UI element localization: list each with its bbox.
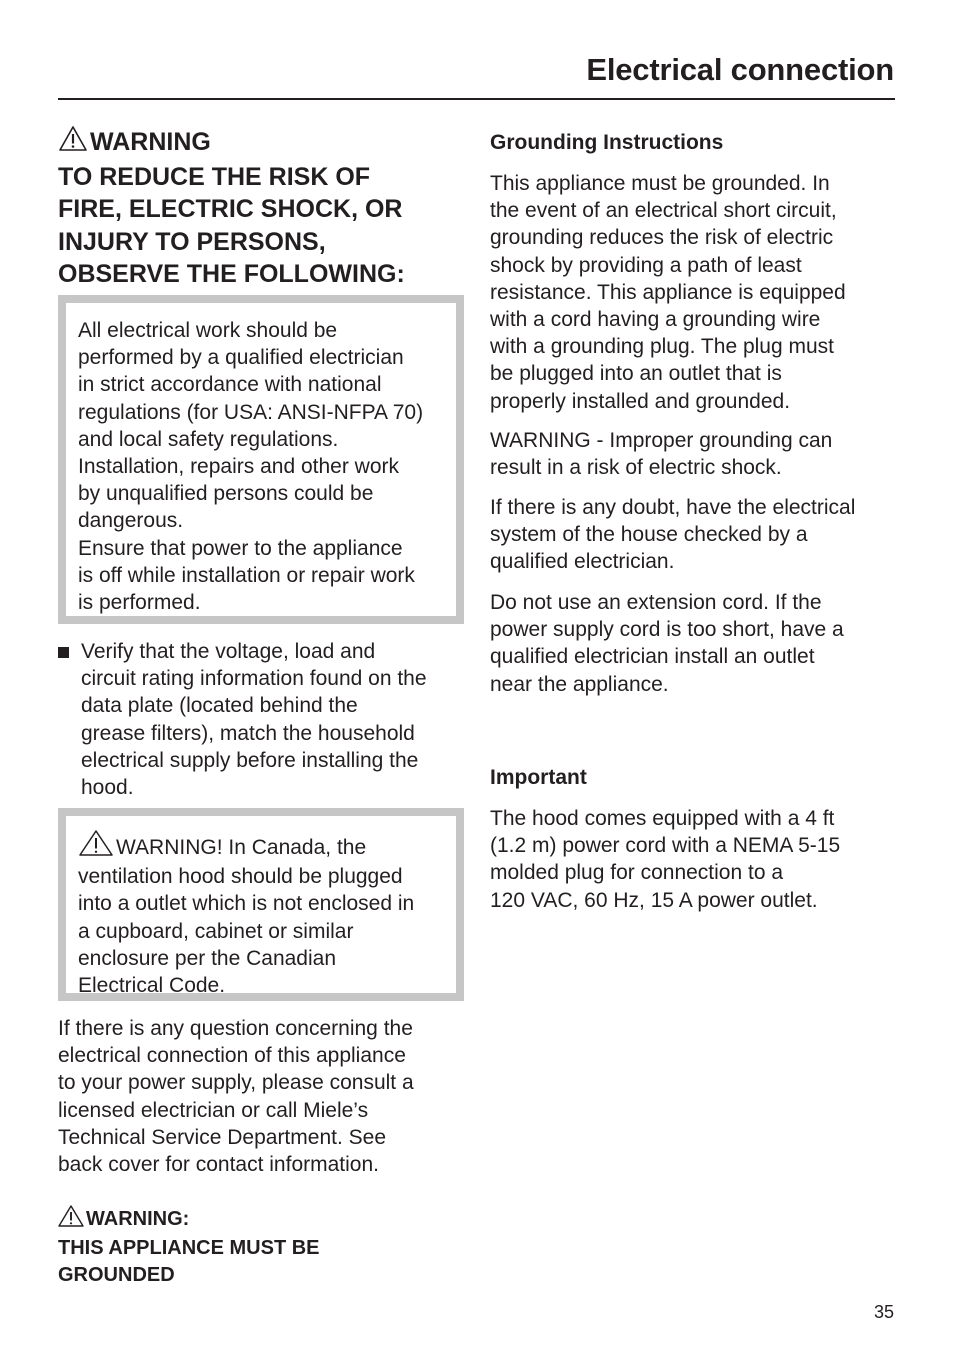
box1-line: is off while installation or repair work [78, 563, 415, 587]
safety-notice-box [58, 295, 464, 624]
grounding-line: system of the house checked by a [490, 523, 808, 547]
grounding-line: result in a risk of electric shock. [490, 456, 782, 480]
box1-line: Ensure that power to the appliance [78, 536, 403, 560]
important-line: The hood comes equipped with a 4 ft [490, 807, 835, 830]
box1-line: dangerous. [78, 509, 184, 533]
grounding-paragraph-4 [490, 589, 910, 698]
paragraph-line: If there is any question concerning the [58, 1017, 413, 1040]
grounding-line: Do not use an extension cord. If the [490, 591, 822, 614]
grounding-line: properly installed and grounded. [490, 389, 791, 413]
box1-line: Installation, repairs and other work [78, 455, 399, 479]
important-line: molded plug for connection to a [490, 861, 784, 885]
box1-line: is performed. [78, 591, 201, 615]
box2-line [78, 830, 448, 863]
grounding-line: shock by providing a path of least [490, 253, 802, 277]
box2-line: a cupboard, cabinet or similar [78, 919, 354, 943]
box2-line: ventilation hood should be plugged [78, 865, 403, 889]
warning-heading [58, 125, 468, 291]
bullet-item-verify-voltage [58, 638, 468, 801]
warning-triangle-icon [58, 125, 88, 161]
box2-line: Electrical Code. [78, 974, 226, 998]
bullet-line: data plate (located behind the [81, 694, 358, 718]
title-divider [58, 98, 895, 100]
grounding-paragraph-1 [490, 170, 910, 415]
box1-line: and local safety regulations. [78, 427, 339, 451]
ground-warning-line-1 [58, 1205, 468, 1235]
canada-warning-box [58, 808, 464, 1001]
box2-line: into a outlet which is not enclosed in [78, 892, 415, 916]
paragraph-line: to your power supply, please consult a [58, 1071, 414, 1095]
warning-triangle-icon [78, 830, 114, 863]
grounding-line: be plugged into an outlet that is [490, 362, 782, 386]
canada-warning-label: WARNING! In Canada, the [116, 836, 367, 859]
page-title: Electrical connection [586, 52, 894, 87]
grounding-line: with a cord having a grounding wire [490, 308, 821, 332]
important-paragraph [490, 805, 910, 914]
bullet-line: Verify that the voltage, load and [81, 640, 376, 663]
bullet-line: hood. [81, 776, 134, 800]
paragraph-line: electrical connection of this appliance [58, 1044, 406, 1068]
warning-heading-line-5: OBSERVE THE FOLLOWING: [58, 260, 405, 288]
warning-heading-line-2: TO REDUCE THE RISK OF [58, 162, 371, 191]
box1-line: All electrical work should be [78, 319, 338, 342]
page-number: 35 [873, 1302, 894, 1322]
bullet-line: electrical supply before installing the [81, 748, 419, 772]
box2-line: enclosure per the Canadian [78, 946, 337, 970]
bullet-line: circuit rating information found on the [81, 667, 427, 691]
question-paragraph [58, 1015, 468, 1178]
ground-warning-label: WARNING: [86, 1208, 190, 1230]
paragraph-line: back cover for contact information. [58, 1153, 379, 1177]
bullet-square-icon [58, 647, 69, 658]
paragraph-line: licensed electrician or call Miele’s [58, 1098, 369, 1122]
grounding-line: qualified electrician. [490, 550, 675, 574]
grounding-line: power supply cord is too short, have a [490, 618, 844, 642]
warning-label: WARNING [90, 128, 211, 156]
important-line: (1.2 m) power cord with a NEMA 5-15 [490, 834, 841, 858]
box1-line: in strict accordance with national [78, 373, 382, 397]
grounding-line: near the appliance. [490, 672, 669, 696]
grounding-line: with a grounding plug. The plug must [490, 335, 834, 359]
ground-warning-line-2: THIS APPLIANCE MUST BE [58, 1237, 320, 1259]
grounding-line: resistance. This appliance is equipped [490, 280, 846, 304]
important-line: 120 VAC, 60 Hz, 15 A power outlet. [490, 888, 818, 912]
box1-line: performed by a qualified electrician [78, 346, 404, 370]
important-heading: Important [490, 766, 587, 789]
grounding-line: This appliance must be grounded. In [490, 172, 830, 195]
grounding-heading: Grounding Instructions [490, 131, 724, 154]
grounding-line: WARNING - Improper grounding can [490, 429, 833, 452]
ground-warning [58, 1205, 468, 1289]
ground-warning-line-3: GROUNDED [58, 1264, 175, 1286]
grounding-line: If there is any doubt, have the electrical [490, 496, 856, 519]
box1-line: regulations (for USA: ANSI-NFPA 70) [78, 400, 424, 424]
grounding-paragraph-3 [490, 494, 910, 576]
paragraph-line: Technical Service Department. See [58, 1125, 386, 1149]
warning-heading-line-3: FIRE, ELECTRIC SHOCK, OR [58, 195, 403, 223]
grounding-paragraph-2 [490, 427, 910, 481]
warning-heading-line-4: INJURY TO PERSONS, [58, 227, 326, 256]
box1-line: by unqualified persons could be [78, 482, 374, 506]
bullet-line: grease filters), match the household [81, 721, 415, 745]
grounding-line: grounding reduces the risk of electric [490, 226, 834, 250]
warning-triangle-icon [58, 1205, 84, 1235]
grounding-line: the event of an electrical short circuit, [490, 199, 837, 223]
warning-heading-line-1 [58, 125, 468, 161]
grounding-line: qualified electrician install an outlet [490, 645, 815, 669]
